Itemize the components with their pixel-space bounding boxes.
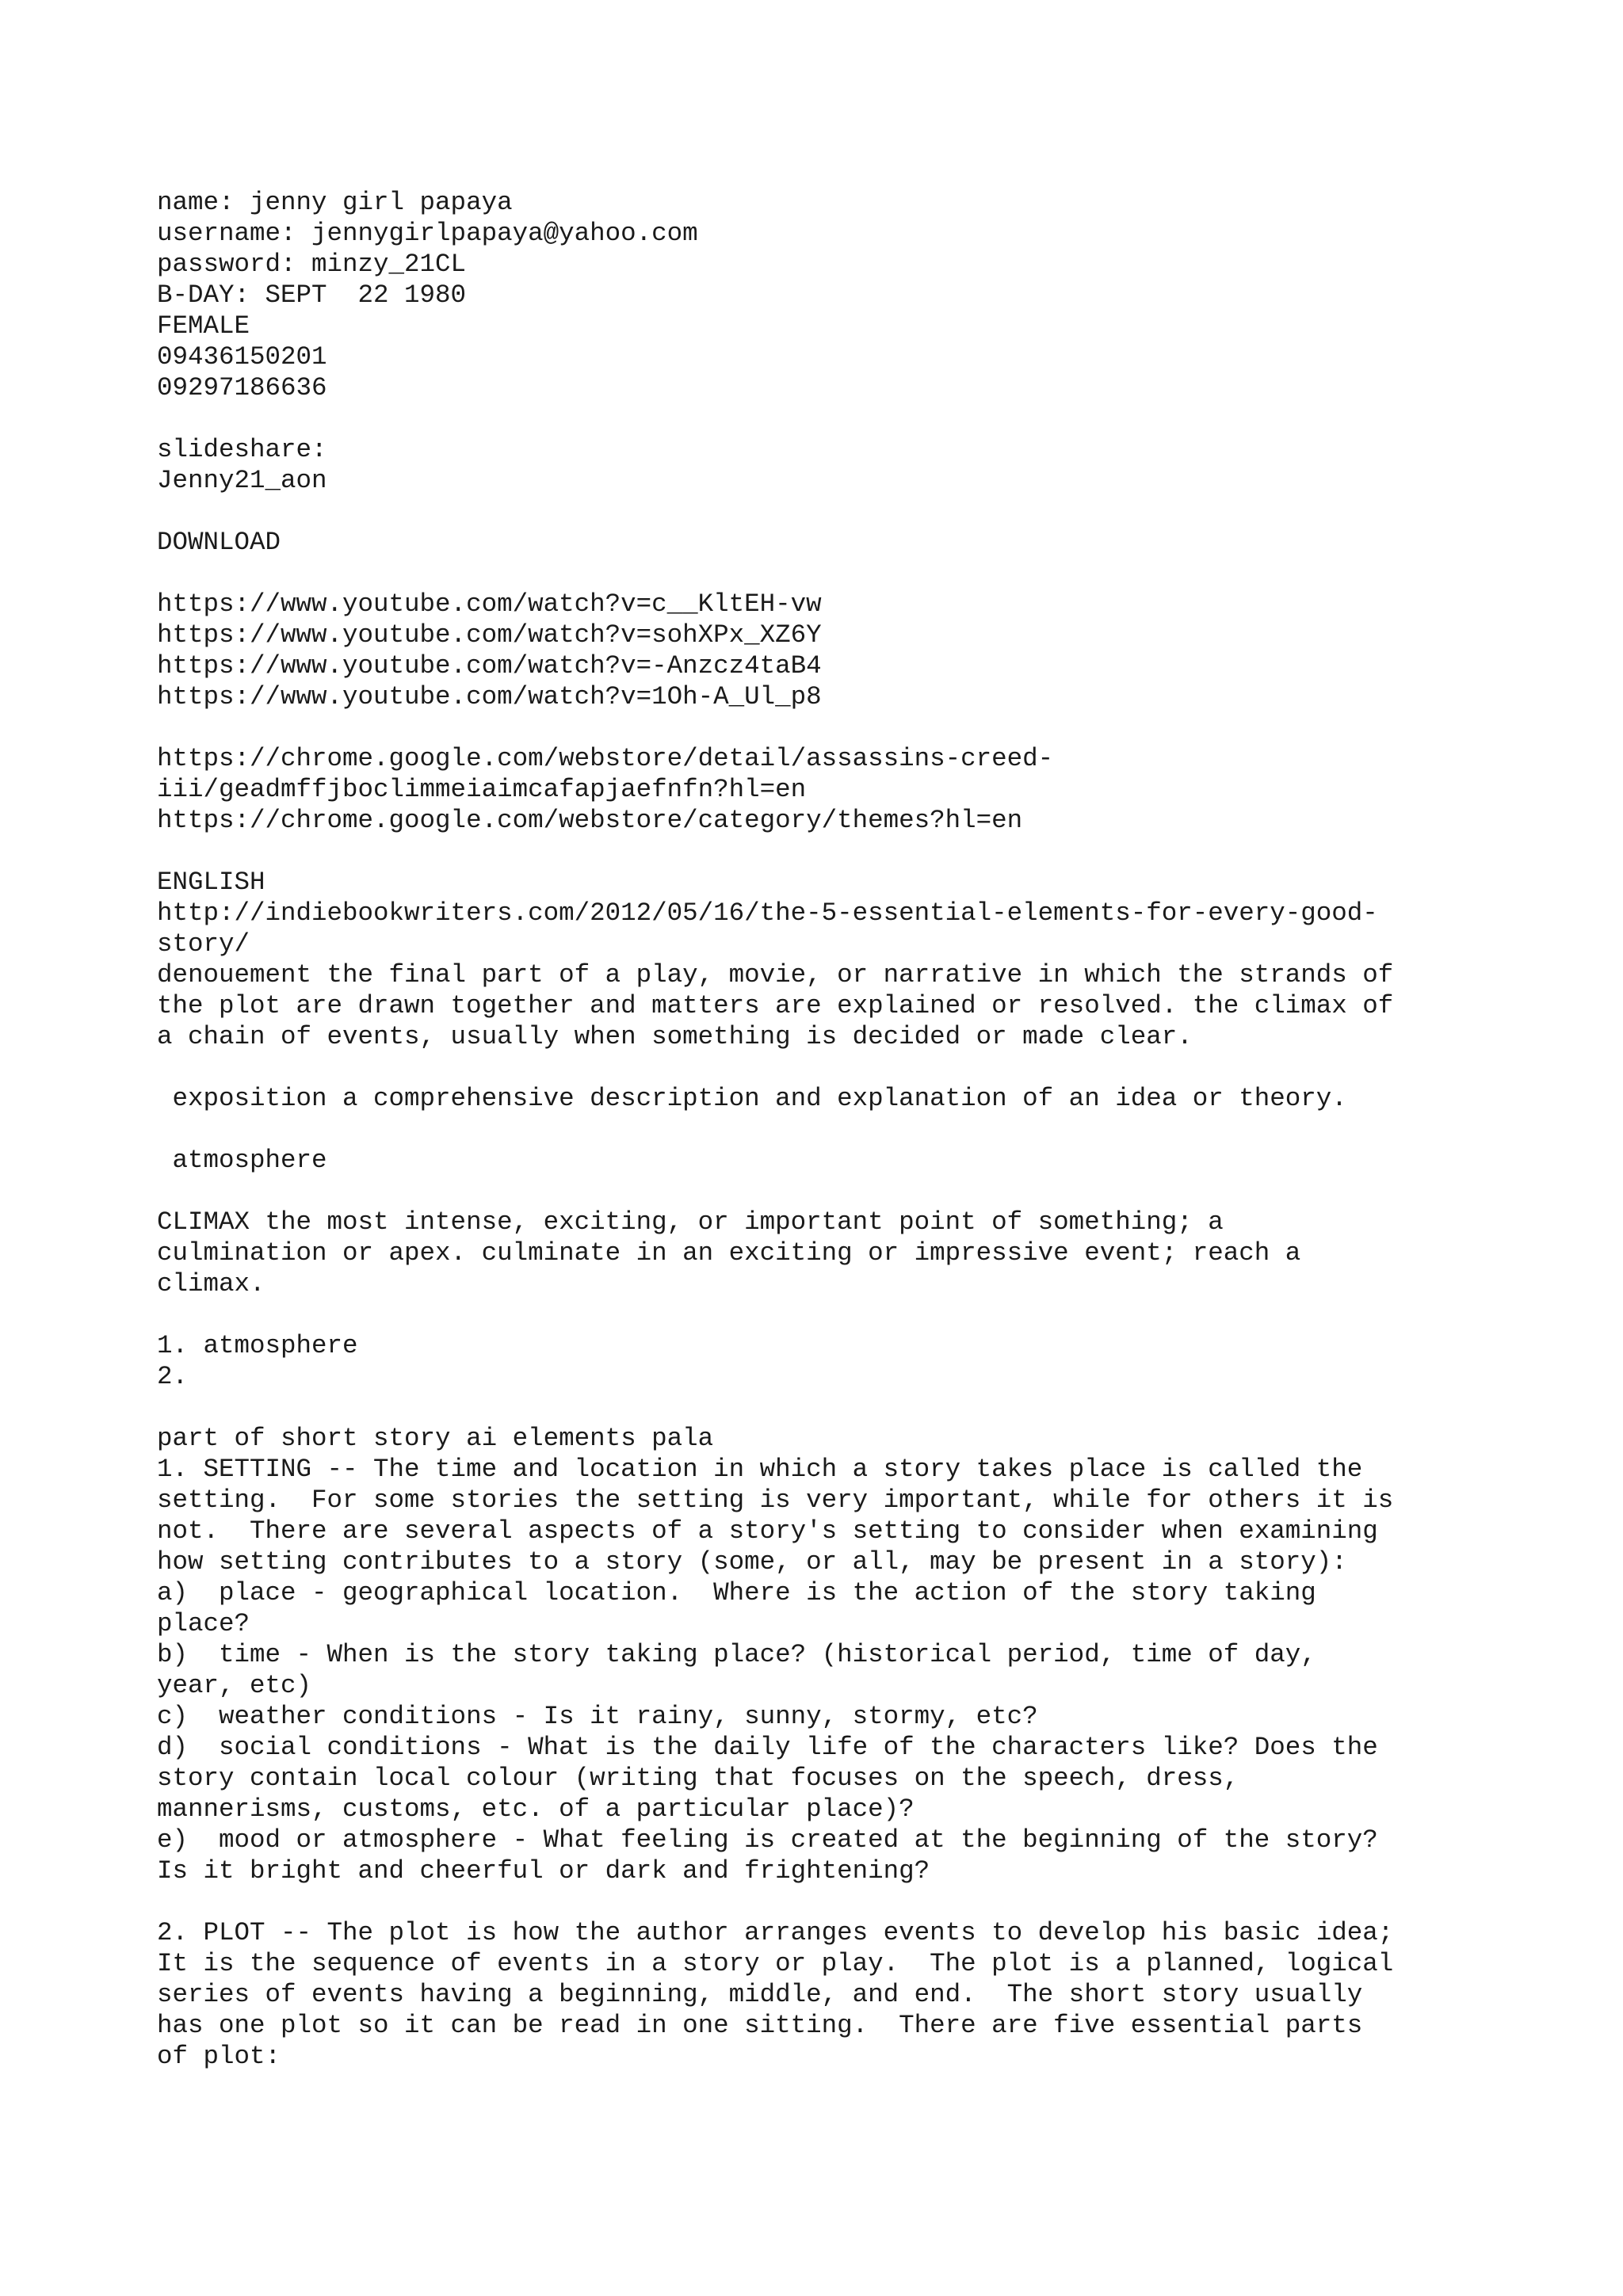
- text-line: 2. PLOT -- The plot is how the author arranges events to develop his basic idea;: [157, 1918, 1394, 1947]
- text-line: b) time - When is the story taking place? (historical period, time of day,: [157, 1640, 1316, 1669]
- text-line: of plot:: [157, 2042, 281, 2071]
- text-line: [157, 1052, 1568, 1083]
- text-line: ENGLISH: [157, 868, 265, 897]
- text-line: has one plot so it can be read in one sitting. There are five essential parts: [157, 2011, 1363, 2040]
- text-line: It is the sequence of events in a story or play. The plot is a planned, logical: [157, 1949, 1394, 1978]
- text-line: https://www.youtube.com/watch?v=-Anzcz4taB4: [157, 651, 822, 681]
- text-line: password: minzy_21CL: [157, 250, 467, 279]
- text-line: 09436150201: [157, 342, 327, 372]
- text-line: how setting contributes to a story (some, or all, may be present in a story):: [157, 1547, 1347, 1577]
- text-line: username: jennygirlpapaya@yahoo.com: [157, 219, 698, 248]
- text-line: story contain local colour (writing that focuses on the speech, dress,: [157, 1764, 1239, 1793]
- text-line: [157, 836, 1568, 867]
- text-line: B-DAY: SEPT 22 1980: [157, 280, 467, 310]
- text-line: name: jenny girl papaya: [157, 188, 513, 217]
- text-line: https://chrome.google.com/webstore/category/themes?hl=en: [157, 806, 1023, 835]
- text-line: [157, 1886, 1568, 1917]
- text-line: d) social conditions - What is the daily life of the characters like? Does the: [157, 1733, 1378, 1762]
- text-line: culmination or apex. culminate in an exciting or impressive event; reach a: [157, 1238, 1301, 1268]
- text-line: [157, 1176, 1568, 1207]
- text-line: e) mood or atmosphere - What feeling is created at the beginning of the story?: [157, 1825, 1378, 1855]
- text-line: Is it bright and cheerful or dark and frightening?: [157, 1856, 930, 1886]
- text-line: slideshare:: [157, 435, 327, 464]
- text-line: series of events having a beginning, middle, and end. The short story usually: [157, 1980, 1363, 2009]
- text-line: https://chrome.google.com/webstore/detail/assassins-creed-: [157, 744, 1054, 773]
- text-line: story/: [157, 929, 250, 959]
- document-body: [157, 187, 1568, 2072]
- text-line: iii/geadmffjboclimmeiaimcafapjaefnfn?hl=en: [157, 775, 807, 804]
- text-line: place?: [157, 1609, 250, 1638]
- text-line: atmosphere: [157, 1146, 327, 1175]
- text-line: 09297186636: [157, 373, 327, 402]
- text-line: mannerisms, customs, etc. of a particular place)?: [157, 1794, 915, 1824]
- text-line: [157, 1114, 1568, 1145]
- text-line: c) weather conditions - Is it rainy, sunny, stormy, etc?: [157, 1702, 1038, 1731]
- text-line: FEMALE: [157, 311, 250, 341]
- text-line: climax.: [157, 1269, 265, 1299]
- text-line: http://indiebookwriters.com/2012/05/16/the-5-essential-elements-for-every-good-: [157, 898, 1378, 928]
- text-line: DOWNLOAD: [157, 528, 281, 557]
- text-line: [157, 1299, 1568, 1330]
- text-line: setting. For some stories the setting is very important, while for others it is: [157, 1486, 1394, 1515]
- text-line: denouement the final part of a play, movie, or narrative in which the strands of: [157, 960, 1394, 990]
- text-line: [157, 558, 1568, 589]
- text-line: CLIMAX the most intense, exciting, or important point of something; a: [157, 1207, 1224, 1237]
- text-line: [157, 496, 1568, 527]
- text-line: 1. atmosphere: [157, 1331, 358, 1360]
- text-line: https://www.youtube.com/watch?v=1Oh-A_Ul_p8: [157, 682, 822, 711]
- text-line: a chain of events, usually when something is decided or made clear.: [157, 1022, 1193, 1051]
- text-line: the plot are drawn together and matters are explained or resolved. the climax of: [157, 991, 1394, 1020]
- text-line: part of short story ai elements pala: [157, 1424, 714, 1453]
- text-line: Jenny21_aon: [157, 466, 327, 495]
- text-line: [157, 1392, 1568, 1423]
- text-line: 1. SETTING -- The time and location in which a story takes place is called the: [157, 1455, 1363, 1484]
- text-line: [157, 403, 1568, 434]
- text-line: year, etc): [157, 1671, 312, 1700]
- text-line: 2.: [157, 1362, 189, 1391]
- text-line: [157, 712, 1568, 743]
- text-line: https://www.youtube.com/watch?v=sohXPx_XZ6Y: [157, 620, 822, 650]
- text-line: not. There are several aspects of a story's setting to consider when examining: [157, 1516, 1378, 1546]
- text-line: https://www.youtube.com/watch?v=c__KltEH-vw: [157, 589, 822, 619]
- text-line: a) place - geographical location. Where is the action of the story taking: [157, 1578, 1316, 1608]
- text-line: exposition a comprehensive description and explanation of an idea or theory.: [157, 1084, 1347, 1113]
